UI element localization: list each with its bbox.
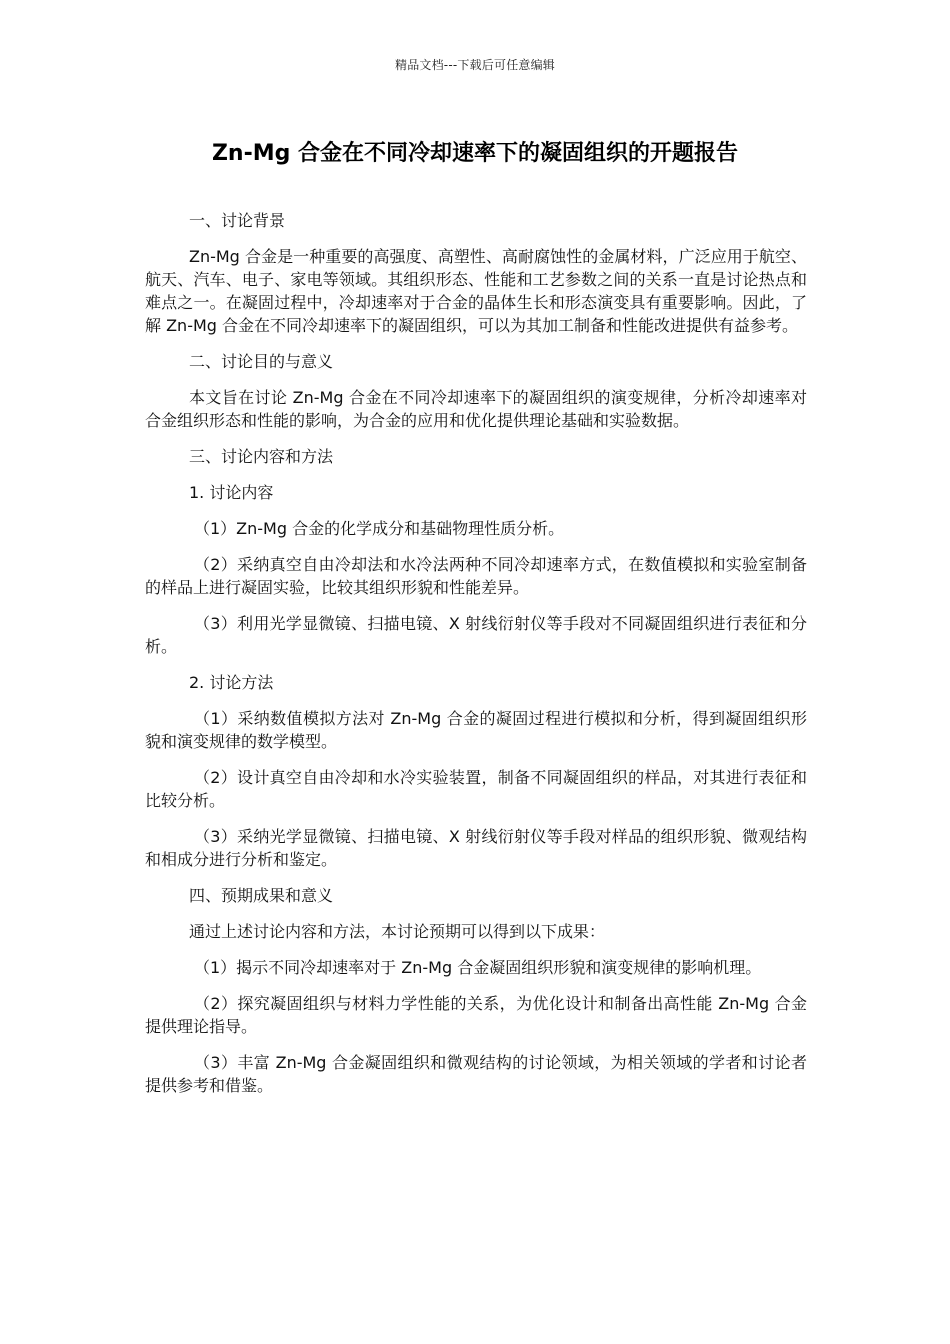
section-heading-content-methods: 三、讨论内容和方法 <box>189 447 334 466</box>
method-item-1: （1）采纳数值模拟方法对 Zn-Mg 合金的凝固过程进行模拟和分析，得到凝固组织形貌和演变规律的数学模型。 <box>145 709 807 751</box>
content-item-2: （2）采纳真空自由冷却法和水冷法两种不同冷却速率方式，在数值模拟和实验室制备的样品上进行凝固实验，比较其组织形貌和性能差异。 <box>145 555 807 597</box>
subsection-heading-methods: 2. 讨论方法 <box>189 673 274 692</box>
page-header: 精品文档---下载后可任意编辑 <box>395 58 555 72</box>
document-title: Zn-Mg 合金在不同冷却速率下的凝固组织的开题报告 <box>211 141 739 166</box>
subsection-heading-content: 1. 讨论内容 <box>189 483 274 502</box>
outcomes-intro: 通过上述讨论内容和方法，本讨论预期可以得到以下成果： <box>189 922 606 941</box>
outcome-item-1: （1）揭示不同冷却速率对于 Zn-Mg 合金凝固组织形貌和演变规律的影响机理。 <box>194 958 762 977</box>
outcome-item-2: （2）探究凝固组织与材料力学性能的关系，为优化设计和制备出高性能 Zn-Mg 合金提供理论指导。 <box>145 994 807 1036</box>
content-item-3: （3）利用光学显微镜、扫描电镜、X 射线衍射仪等手段对不同凝固组织进行表征和分析。 <box>145 614 807 656</box>
purpose-paragraph: 本文旨在讨论 Zn-Mg 合金在不同冷却速率下的凝固组织的演变规律，分析冷却速率对合金组织形态和性能的影响，为合金的应用和优化提供理论基础和实验数据。 <box>145 388 807 430</box>
outcome-item-3: （3）丰富 Zn-Mg 合金凝固组织和微观结构的讨论领域，为相关领域的学者和讨论者提供参考和借鉴。 <box>145 1053 807 1095</box>
section-heading-outcomes: 四、预期成果和意义 <box>189 886 334 905</box>
method-item-2: （2）设计真空自由冷却和水冷实验装置，制备不同凝固组织的样品，对其进行表征和比较分析。 <box>145 768 807 810</box>
background-paragraph: Zn-Mg 合金是一种重要的高强度、高塑性、高耐腐蚀性的金属材料，广泛应用于航空、航天、汽车、电子、家电等领域。其组织形态、性能和工艺参数之间的关系一直是讨论热点和难点之一。在凝固过程中，冷却速率对于合金的晶体生长和形态演变具有重要影响。因此，了解 Zn-Mg 合金在不同冷却速率下的凝固组织，可以为其加工制备和性能改进提供有益参考。 <box>145 247 807 335</box>
content-item-1: （1）Zn-Mg 合金的化学成分和基础物理性质分析。 <box>194 519 565 538</box>
section-heading-purpose: 二、讨论目的与意义 <box>189 352 334 371</box>
method-item-3: （3）采纳光学显微镜、扫描电镜、X 射线衍射仪等手段对样品的组织形貌、微观结构和相成分进行分析和鉴定。 <box>145 827 807 869</box>
section-heading-background: 一、讨论背景 <box>189 211 286 230</box>
document-body <box>145 209 807 1110</box>
